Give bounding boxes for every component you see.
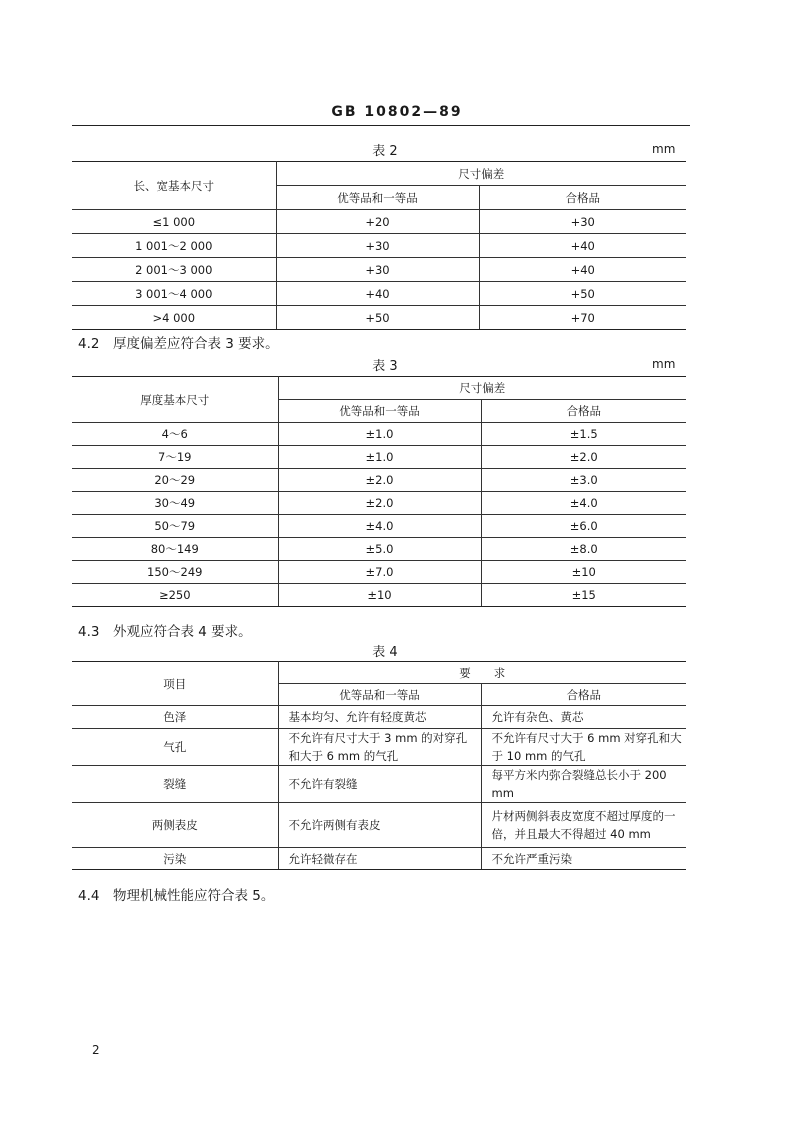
table3-col1-header: 厚度基本尺寸 [72, 377, 278, 423]
table-cell: ±6.0 [481, 515, 686, 538]
table-row [72, 306, 686, 330]
table-row [72, 423, 686, 446]
table-cell: ±7.0 [278, 561, 481, 584]
table3-caption: 表 3 [372, 359, 398, 374]
table-cell: 不允许有尺寸大于 3 mm 的对穿孔和大于 6 mm 的气孔 [278, 729, 481, 766]
table-row [72, 766, 686, 803]
table-cell: 30～49 [72, 492, 278, 515]
table-cell: 允许有杂色、黄芯 [481, 706, 686, 729]
table3-unit: mm [652, 357, 676, 371]
table-cell: 裂缝 [72, 766, 278, 803]
page-number: 2 [92, 1043, 100, 1057]
table-row [72, 538, 686, 561]
table3 [72, 376, 686, 607]
table-cell: +30 [276, 258, 479, 282]
table-cell: +20 [276, 210, 479, 234]
table-row [72, 258, 686, 282]
table-cell: +40 [479, 258, 686, 282]
table-row [72, 729, 686, 766]
table-cell: 20～29 [72, 469, 278, 492]
table-row [72, 234, 686, 258]
table-row [72, 584, 686, 607]
table3-sub2-header: 合格品 [481, 400, 686, 423]
table-cell: +40 [479, 234, 686, 258]
table-cell: ±1.0 [278, 446, 481, 469]
table-cell: >4 000 [72, 306, 276, 330]
table2-group-header: 尺寸偏差 [276, 162, 686, 186]
table-cell: 每平方米内弥合裂缝总长小于 200 mm [481, 766, 686, 803]
table4-group-header: 要 求 [278, 662, 686, 684]
table-cell: 4～6 [72, 423, 278, 446]
table-cell: 基本均匀、允许有轻度黄芯 [278, 706, 481, 729]
table-cell: ±4.0 [481, 492, 686, 515]
table-cell: ≥250 [72, 584, 278, 607]
table-cell: 不允许严重污染 [481, 848, 686, 870]
table-cell: 7～19 [72, 446, 278, 469]
table-cell: 两侧表皮 [72, 803, 278, 848]
table-cell: 色泽 [72, 706, 278, 729]
table-row [72, 706, 686, 729]
table-cell: 不允许有尺寸大于 6 mm 对穿孔和大于 10 mm 的气孔 [481, 729, 686, 766]
table-cell: +50 [276, 306, 479, 330]
table-cell: ±2.0 [278, 492, 481, 515]
table-cell: ±2.0 [481, 446, 686, 469]
table4-sub1-header: 优等品和一等品 [278, 684, 481, 706]
table-cell: ±1.5 [481, 423, 686, 446]
table2 [72, 161, 686, 330]
table3-group-header: 尺寸偏差 [278, 377, 686, 400]
table2-col1-header: 长、宽基本尺寸 [72, 162, 276, 210]
header-rule [72, 125, 690, 126]
table-row [72, 469, 686, 492]
table-cell: 不允许两侧有表皮 [278, 803, 481, 848]
table-cell: ±1.0 [278, 423, 481, 446]
table4-caption: 表 4 [372, 645, 398, 660]
table-cell: 1 001～2 000 [72, 234, 276, 258]
table-cell: ±3.0 [481, 469, 686, 492]
table-cell: 允许轻微存在 [278, 848, 481, 870]
table4 [72, 661, 686, 870]
table-cell: +50 [479, 282, 686, 306]
table2-unit: mm [652, 142, 676, 156]
table-row [72, 492, 686, 515]
table-cell: 不允许有裂缝 [278, 766, 481, 803]
table-cell: ±10 [278, 584, 481, 607]
table-row [72, 848, 686, 870]
table2-sub2-header: 合格品 [479, 186, 686, 210]
table-cell: 污染 [72, 848, 278, 870]
table-cell: 气孔 [72, 729, 278, 766]
table-row [72, 803, 686, 848]
table-row [72, 561, 686, 584]
table-cell: 80～149 [72, 538, 278, 561]
table-cell: +40 [276, 282, 479, 306]
table-cell: +30 [479, 210, 686, 234]
section-4-3: 4.3 外观应符合表 4 要求。 [78, 624, 252, 640]
table-row [72, 446, 686, 469]
table-cell: +70 [479, 306, 686, 330]
table-cell: 片材两侧斜表皮宽度不超过厚度的一倍，并且最大不得超过 40 mm [481, 803, 686, 848]
table-row [72, 282, 686, 306]
table-cell: ±2.0 [278, 469, 481, 492]
table3-sub1-header: 优等品和一等品 [278, 400, 481, 423]
table-cell: ±10 [481, 561, 686, 584]
table-row [72, 210, 686, 234]
section-4-4: 4.4 物理机械性能应符合表 5。 [78, 888, 275, 904]
table-cell: ±5.0 [278, 538, 481, 561]
table-cell: 150～249 [72, 561, 278, 584]
table4-sub2-header: 合格品 [481, 684, 686, 706]
document-header: GB 10802—89 [331, 104, 463, 120]
table-cell: 50～79 [72, 515, 278, 538]
table-cell: ±4.0 [278, 515, 481, 538]
table2-caption: 表 2 [372, 144, 398, 159]
table-cell: ±15 [481, 584, 686, 607]
table-cell: ±8.0 [481, 538, 686, 561]
table-cell: +30 [276, 234, 479, 258]
table-cell: 3 001～4 000 [72, 282, 276, 306]
table-row [72, 515, 686, 538]
table-cell: 2 001～3 000 [72, 258, 276, 282]
table2-sub1-header: 优等品和一等品 [276, 186, 479, 210]
table-cell: ≤1 000 [72, 210, 276, 234]
section-4-2: 4.2 厚度偏差应符合表 3 要求。 [78, 336, 279, 352]
table4-col1-header: 项目 [72, 662, 278, 706]
